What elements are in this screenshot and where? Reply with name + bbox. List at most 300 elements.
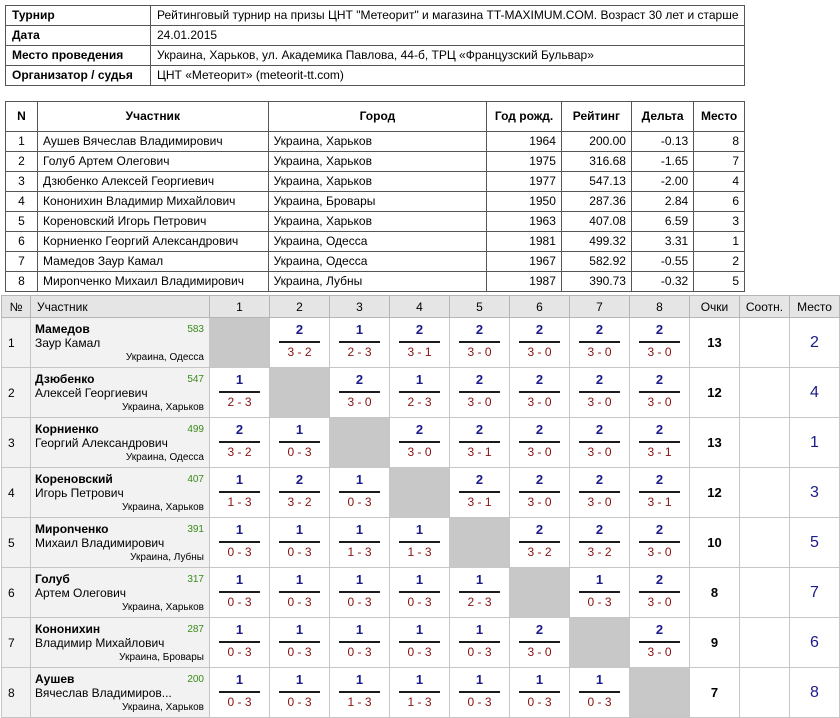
participants-cell: Корниенко Георгий Александрович bbox=[38, 232, 269, 252]
score-divider bbox=[339, 641, 380, 643]
score-divider bbox=[339, 491, 380, 493]
score-divider bbox=[339, 691, 380, 693]
match-score: 0 - 3 bbox=[227, 595, 252, 609]
cross-table bbox=[1, 295, 840, 718]
score-divider bbox=[639, 591, 680, 593]
participants-cell: 1963 bbox=[487, 212, 562, 232]
participants-cell: 1964 bbox=[487, 132, 562, 152]
player-name: Артем Олегович bbox=[35, 586, 127, 600]
match-score: 1 - 3 bbox=[347, 695, 372, 709]
match-points: 2 bbox=[655, 622, 664, 637]
match-score: 3 - 0 bbox=[587, 445, 612, 459]
self-cell bbox=[570, 618, 630, 668]
participants-cell: 7 bbox=[6, 252, 38, 272]
ratio bbox=[740, 668, 790, 718]
participants-cell: -0.13 bbox=[631, 132, 693, 152]
participants-cell: Мамедов Заур Камал bbox=[38, 252, 269, 272]
participants-cell: Украина, Бровары bbox=[268, 192, 487, 212]
match-points: 1 bbox=[475, 622, 484, 637]
match-cell bbox=[510, 518, 570, 568]
total-points: 13 bbox=[690, 418, 740, 468]
row-number: 6 bbox=[2, 568, 31, 618]
player-rating: 407 bbox=[187, 474, 204, 485]
match-score: 3 - 0 bbox=[347, 395, 372, 409]
match-cell bbox=[330, 618, 390, 668]
ratio bbox=[740, 568, 790, 618]
match-score: 0 - 3 bbox=[587, 595, 612, 609]
player-name: Михаил Владимирович bbox=[35, 536, 165, 550]
match-score: 3 - 2 bbox=[227, 445, 252, 459]
participants-cell: 5 bbox=[6, 212, 38, 232]
participants-header: Год рожд. bbox=[487, 102, 562, 132]
match-score: 3 - 0 bbox=[587, 345, 612, 359]
match-points: 1 bbox=[235, 522, 244, 537]
match-points: 1 bbox=[355, 472, 364, 487]
table-row bbox=[2, 468, 840, 518]
score-divider bbox=[579, 441, 620, 443]
self-cell bbox=[210, 318, 270, 368]
cross-header-col: 2 bbox=[270, 296, 330, 318]
match-cell bbox=[450, 368, 510, 418]
match-score: 0 - 3 bbox=[287, 645, 312, 659]
score-divider bbox=[639, 491, 680, 493]
match-points: 2 bbox=[475, 422, 484, 437]
match-points: 2 bbox=[655, 422, 664, 437]
match-cell bbox=[390, 318, 450, 368]
score-divider bbox=[399, 541, 440, 543]
match-score: 3 - 0 bbox=[527, 395, 552, 409]
match-points: 1 bbox=[295, 522, 304, 537]
match-cell bbox=[450, 568, 510, 618]
player-rating: 499 bbox=[187, 424, 204, 435]
final-place: 8 bbox=[790, 668, 840, 718]
participants-cell: Украина, Харьков bbox=[268, 132, 487, 152]
participants-cell: -0.55 bbox=[631, 252, 693, 272]
cross-header-points: Очки bbox=[690, 296, 740, 318]
match-score: 3 - 2 bbox=[287, 345, 312, 359]
participants-cell: 1977 bbox=[487, 172, 562, 192]
match-score: 3 - 1 bbox=[467, 495, 492, 509]
match-score: 0 - 3 bbox=[287, 695, 312, 709]
match-cell bbox=[570, 418, 630, 468]
participants-cell: 582.92 bbox=[561, 252, 631, 272]
score-divider bbox=[639, 441, 680, 443]
match-points: 1 bbox=[595, 572, 604, 587]
match-score: 0 - 3 bbox=[227, 695, 252, 709]
score-divider bbox=[639, 391, 680, 393]
score-divider bbox=[339, 591, 380, 593]
match-cell bbox=[270, 518, 330, 568]
match-score: 3 - 2 bbox=[527, 545, 552, 559]
cross-header-col: 8 bbox=[630, 296, 690, 318]
participants-cell: Кореновский Игорь Петрович bbox=[38, 212, 269, 232]
match-cell bbox=[570, 368, 630, 418]
match-points: 2 bbox=[655, 322, 664, 337]
match-cell bbox=[510, 368, 570, 418]
player-cell bbox=[31, 418, 210, 468]
match-points: 2 bbox=[295, 322, 304, 337]
match-points: 1 bbox=[295, 572, 304, 587]
cross-header-ratio: Соотн. bbox=[740, 296, 790, 318]
row-number: 1 bbox=[2, 318, 31, 368]
match-points: 2 bbox=[235, 422, 244, 437]
score-divider bbox=[399, 391, 440, 393]
table-row bbox=[6, 192, 745, 212]
table-row bbox=[2, 668, 840, 718]
participants-cell: 2 bbox=[6, 152, 38, 172]
cross-header-place: Место bbox=[790, 296, 840, 318]
info-value: 24.01.2015 bbox=[151, 26, 745, 46]
ratio bbox=[740, 468, 790, 518]
score-divider bbox=[519, 441, 560, 443]
table-row bbox=[2, 568, 840, 618]
tournament-info-table bbox=[5, 5, 745, 86]
table-row bbox=[6, 212, 745, 232]
match-cell bbox=[210, 568, 270, 618]
match-points: 2 bbox=[655, 522, 664, 537]
match-cell bbox=[390, 618, 450, 668]
score-divider bbox=[279, 341, 320, 343]
player-surname: Дзюбенко bbox=[35, 372, 95, 386]
match-points: 1 bbox=[355, 572, 364, 587]
participants-cell: -2.00 bbox=[631, 172, 693, 192]
match-points: 2 bbox=[655, 472, 664, 487]
cross-header-col: 1 bbox=[210, 296, 270, 318]
match-cell bbox=[570, 568, 630, 618]
match-cell bbox=[570, 668, 630, 718]
match-cell bbox=[390, 518, 450, 568]
match-score: 3 - 1 bbox=[647, 445, 672, 459]
score-divider bbox=[279, 541, 320, 543]
match-points: 1 bbox=[355, 622, 364, 637]
match-score: 1 - 3 bbox=[347, 545, 372, 559]
participants-cell: -1.65 bbox=[631, 152, 693, 172]
score-divider bbox=[219, 541, 260, 543]
self-cell bbox=[450, 518, 510, 568]
match-cell bbox=[390, 668, 450, 718]
participants-cell: 2 bbox=[694, 252, 745, 272]
info-label: Турнир bbox=[6, 6, 151, 26]
score-divider bbox=[399, 341, 440, 343]
player-rating: 200 bbox=[187, 674, 204, 685]
player-cell bbox=[31, 468, 210, 518]
match-points: 2 bbox=[475, 372, 484, 387]
participants-cell: 6.59 bbox=[631, 212, 693, 232]
match-points: 1 bbox=[415, 672, 424, 687]
match-score: 3 - 1 bbox=[467, 445, 492, 459]
match-points: 1 bbox=[235, 572, 244, 587]
player-city: Украина, Одесса bbox=[125, 352, 204, 363]
match-score: 3 - 0 bbox=[647, 345, 672, 359]
player-cell bbox=[31, 618, 210, 668]
match-score: 3 - 0 bbox=[647, 395, 672, 409]
participants-cell: 6 bbox=[6, 232, 38, 252]
match-cell bbox=[630, 418, 690, 468]
final-place: 5 bbox=[790, 518, 840, 568]
match-score: 3 - 0 bbox=[467, 345, 492, 359]
match-cell bbox=[270, 468, 330, 518]
participants-cell: 1 bbox=[6, 132, 38, 152]
match-cell bbox=[630, 318, 690, 368]
score-divider bbox=[459, 491, 500, 493]
cross-header-col: 7 bbox=[570, 296, 630, 318]
match-points: 1 bbox=[475, 672, 484, 687]
match-score: 0 - 3 bbox=[287, 445, 312, 459]
table-row bbox=[6, 272, 745, 292]
participants-cell: 407.08 bbox=[561, 212, 631, 232]
score-divider bbox=[279, 491, 320, 493]
match-score: 3 - 0 bbox=[647, 595, 672, 609]
match-cell bbox=[390, 368, 450, 418]
match-cell bbox=[210, 368, 270, 418]
score-divider bbox=[519, 491, 560, 493]
player-name: Владимир Михайлович bbox=[35, 636, 165, 650]
player-surname: Аушев bbox=[35, 672, 75, 686]
match-score: 3 - 0 bbox=[647, 545, 672, 559]
match-points: 2 bbox=[655, 372, 664, 387]
match-cell bbox=[330, 518, 390, 568]
match-points: 1 bbox=[415, 372, 424, 387]
match-points: 2 bbox=[535, 422, 544, 437]
match-score: 0 - 3 bbox=[347, 595, 372, 609]
match-score: 3 - 0 bbox=[647, 645, 672, 659]
score-divider bbox=[579, 541, 620, 543]
participants-cell: Мирonченко Михаил Владимирович bbox=[38, 272, 269, 292]
match-score: 3 - 2 bbox=[287, 495, 312, 509]
match-points: 2 bbox=[535, 372, 544, 387]
match-cell bbox=[630, 568, 690, 618]
match-points: 1 bbox=[475, 572, 484, 587]
player-surname: Кореновский bbox=[35, 472, 113, 486]
player-rating: 583 bbox=[187, 324, 204, 335]
participants-cell: Украина, Лубны bbox=[268, 272, 487, 292]
participants-cell: -0.32 bbox=[631, 272, 693, 292]
match-cell bbox=[390, 568, 450, 618]
participants-header: Участник bbox=[38, 102, 269, 132]
total-points: 8 bbox=[690, 568, 740, 618]
match-score: 0 - 3 bbox=[227, 545, 252, 559]
score-divider bbox=[339, 541, 380, 543]
score-divider bbox=[219, 641, 260, 643]
match-cell bbox=[630, 618, 690, 668]
match-score: 2 - 3 bbox=[407, 395, 432, 409]
score-divider bbox=[519, 691, 560, 693]
match-cell bbox=[510, 618, 570, 668]
match-score: 3 - 0 bbox=[527, 645, 552, 659]
player-name: Вячеслав Владимиров... bbox=[35, 686, 172, 700]
match-score: 0 - 3 bbox=[227, 645, 252, 659]
score-divider bbox=[399, 691, 440, 693]
participants-cell: 4 bbox=[6, 192, 38, 212]
self-cell bbox=[630, 668, 690, 718]
player-name: Алексей Георгиевич bbox=[35, 386, 148, 400]
player-surname: Кононихин bbox=[35, 622, 101, 636]
participants-cell: Украина, Одесса bbox=[268, 252, 487, 272]
player-surname: Голуб bbox=[35, 572, 70, 586]
score-divider bbox=[459, 391, 500, 393]
match-points: 1 bbox=[235, 622, 244, 637]
match-score: 1 - 3 bbox=[407, 545, 432, 559]
info-value: Украина, Харьков, ул. Академика Павлова, 44-б, ТРЦ «Французский Бульвар» bbox=[151, 46, 745, 66]
score-divider bbox=[219, 591, 260, 593]
match-score: 0 - 3 bbox=[467, 695, 492, 709]
participants-header: Город bbox=[268, 102, 487, 132]
player-city: Украина, Харьков bbox=[122, 702, 204, 713]
match-points: 1 bbox=[355, 322, 364, 337]
match-score: 1 - 3 bbox=[227, 495, 252, 509]
match-score: 3 - 0 bbox=[527, 345, 552, 359]
match-score: 0 - 3 bbox=[587, 695, 612, 709]
match-score: 0 - 3 bbox=[287, 595, 312, 609]
ratio bbox=[740, 368, 790, 418]
table-row bbox=[2, 618, 840, 668]
match-cell bbox=[210, 518, 270, 568]
score-divider bbox=[639, 641, 680, 643]
ratio bbox=[740, 318, 790, 368]
participants-cell: 287.36 bbox=[561, 192, 631, 212]
score-divider bbox=[399, 591, 440, 593]
self-cell bbox=[390, 468, 450, 518]
player-name: Заур Камал bbox=[35, 336, 101, 350]
match-score: 3 - 0 bbox=[407, 445, 432, 459]
player-city: Украина, Харьков bbox=[122, 402, 204, 413]
match-cell bbox=[630, 368, 690, 418]
match-cell bbox=[630, 518, 690, 568]
match-score: 2 - 3 bbox=[227, 395, 252, 409]
score-divider bbox=[399, 441, 440, 443]
match-points: 2 bbox=[475, 322, 484, 337]
score-divider bbox=[279, 641, 320, 643]
row-number: 2 bbox=[2, 368, 31, 418]
participants-cell: 3 bbox=[694, 212, 745, 232]
player-city: Украина, Харьков bbox=[122, 502, 204, 513]
participants-cell: 6 bbox=[694, 192, 745, 212]
score-divider bbox=[519, 541, 560, 543]
participants-cell: Дзюбенко Алексей Георгиевич bbox=[38, 172, 269, 192]
match-score: 1 - 3 bbox=[407, 695, 432, 709]
participants-cell: Аушев Вячеслав Владимирович bbox=[38, 132, 269, 152]
match-cell bbox=[270, 668, 330, 718]
participants-cell: Кононихин Владимир Михайлович bbox=[38, 192, 269, 212]
participants-header: N bbox=[6, 102, 38, 132]
participants-cell: 7 bbox=[694, 152, 745, 172]
participants-header: Место bbox=[694, 102, 745, 132]
total-points: 7 bbox=[690, 668, 740, 718]
info-row bbox=[6, 46, 745, 66]
table-row bbox=[6, 232, 745, 252]
row-number: 4 bbox=[2, 468, 31, 518]
info-label: Организатор / судья bbox=[6, 66, 151, 86]
score-divider bbox=[219, 491, 260, 493]
match-cell bbox=[570, 518, 630, 568]
match-points: 2 bbox=[415, 422, 424, 437]
row-number: 8 bbox=[2, 668, 31, 718]
match-cell bbox=[450, 418, 510, 468]
player-name: Георгий Александрович bbox=[35, 436, 168, 450]
match-score: 0 - 3 bbox=[407, 645, 432, 659]
participants-cell: 1981 bbox=[487, 232, 562, 252]
player-rating: 391 bbox=[187, 524, 204, 535]
match-cell bbox=[450, 468, 510, 518]
match-score: 3 - 0 bbox=[467, 395, 492, 409]
self-cell bbox=[510, 568, 570, 618]
match-points: 1 bbox=[355, 522, 364, 537]
participants-cell: 1967 bbox=[487, 252, 562, 272]
match-cell bbox=[330, 368, 390, 418]
score-divider bbox=[279, 441, 320, 443]
participants-cell: 1975 bbox=[487, 152, 562, 172]
participants-cell: 8 bbox=[6, 272, 38, 292]
player-rating: 547 bbox=[187, 374, 204, 385]
info-row bbox=[6, 6, 745, 26]
match-points: 1 bbox=[235, 372, 244, 387]
match-cell bbox=[270, 568, 330, 618]
info-value: Рейтинговый турнир на призы ЦНТ "Метеорит" и магазина TT-MAXIMUM.COM. Возраст 30 лет и старше bbox=[151, 6, 745, 26]
match-points: 2 bbox=[355, 372, 364, 387]
match-cell bbox=[450, 668, 510, 718]
cross-header-col: 5 bbox=[450, 296, 510, 318]
score-divider bbox=[399, 641, 440, 643]
row-number: 5 bbox=[2, 518, 31, 568]
match-cell bbox=[510, 668, 570, 718]
match-points: 2 bbox=[595, 422, 604, 437]
participants-cell: 1950 bbox=[487, 192, 562, 212]
row-number: 3 bbox=[2, 418, 31, 468]
info-label: Дата bbox=[6, 26, 151, 46]
participants-cell: Украина, Харьков bbox=[268, 172, 487, 192]
match-points: 2 bbox=[595, 522, 604, 537]
score-divider bbox=[459, 591, 500, 593]
score-divider bbox=[279, 591, 320, 593]
participants-header: Рейтинг bbox=[561, 102, 631, 132]
score-divider bbox=[279, 691, 320, 693]
score-divider bbox=[579, 341, 620, 343]
match-cell bbox=[330, 568, 390, 618]
score-divider bbox=[579, 591, 620, 593]
match-points: 2 bbox=[655, 572, 664, 587]
table-row bbox=[2, 518, 840, 568]
player-rating: 287 bbox=[187, 624, 204, 635]
participants-cell: 1 bbox=[694, 232, 745, 252]
match-points: 1 bbox=[295, 672, 304, 687]
match-points: 1 bbox=[415, 522, 424, 537]
player-cell bbox=[31, 318, 210, 368]
match-cell bbox=[330, 668, 390, 718]
score-divider bbox=[519, 341, 560, 343]
ratio bbox=[740, 618, 790, 668]
match-cell bbox=[510, 468, 570, 518]
match-points: 2 bbox=[295, 472, 304, 487]
match-cell bbox=[450, 318, 510, 368]
score-divider bbox=[639, 541, 680, 543]
match-points: 2 bbox=[415, 322, 424, 337]
score-divider bbox=[339, 391, 380, 393]
match-points: 2 bbox=[535, 622, 544, 637]
match-points: 2 bbox=[595, 372, 604, 387]
cross-header-num: № bbox=[2, 296, 31, 318]
table-row bbox=[6, 152, 745, 172]
score-divider bbox=[219, 691, 260, 693]
participants-cell: 5 bbox=[694, 272, 745, 292]
match-score: 3 - 0 bbox=[587, 395, 612, 409]
match-points: 1 bbox=[415, 622, 424, 637]
match-points: 2 bbox=[595, 322, 604, 337]
total-points: 12 bbox=[690, 368, 740, 418]
participants-table bbox=[5, 101, 745, 292]
info-row bbox=[6, 66, 745, 86]
score-divider bbox=[519, 641, 560, 643]
match-cell bbox=[270, 418, 330, 468]
